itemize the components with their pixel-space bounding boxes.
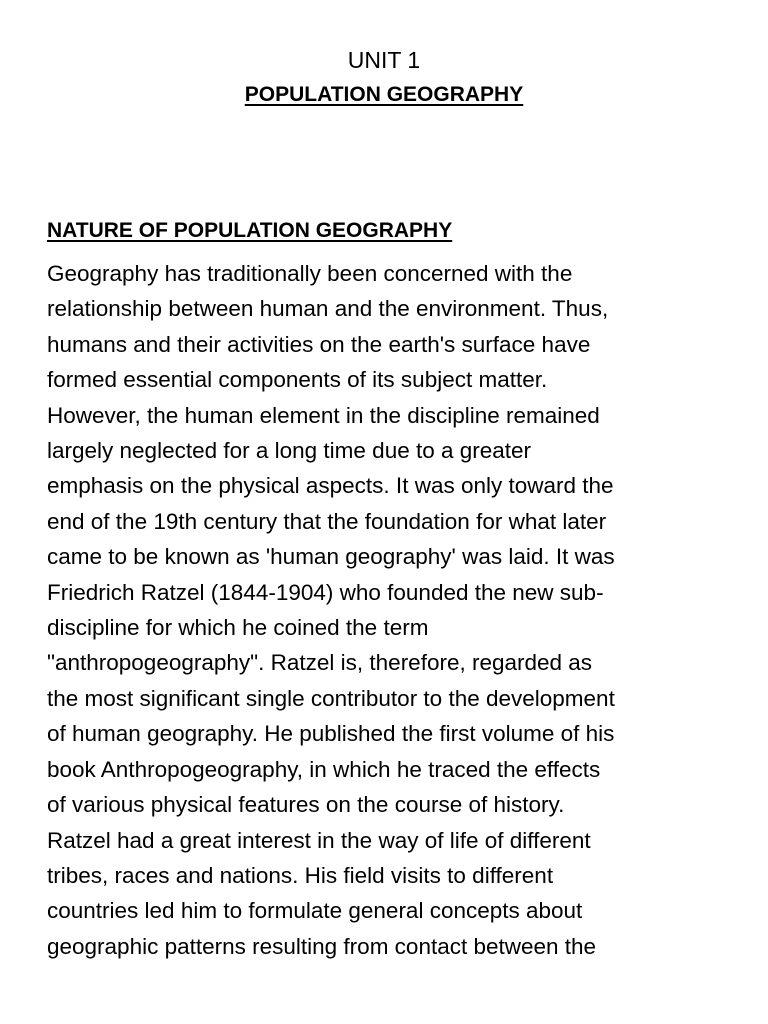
body-line: of human geography. He published the first volume of his [47,721,615,747]
body-line: book Anthropogeography, in which he traced the effects [47,756,601,782]
body-line: formed essential components of its subject matter. [47,367,548,393]
body-line: humans and their activities on the earth's surface have [47,331,591,357]
body-line: largely neglected for a long time due to a greater [47,438,532,464]
body-line: Geography has traditionally been concerned with the [47,261,573,286]
unit-label: UNIT 1 [347,47,421,73]
body-line: end of the 19th century that the foundation for what later [47,508,607,534]
body-line: discipline for which he coined the term [47,615,429,641]
body-line: "anthropogeography". Ratzel is, therefore, regarded as [47,650,593,676]
body-line: tribes, races and nations. His field visits to different [47,862,554,888]
unit-title: POPULATION GEOGRAPHY [244,83,524,106]
body-line: relationship between human and the environment. Thus, [47,296,609,322]
body-line: Friedrich Ratzel (1844-1904) who founded the new sub- [47,579,604,605]
body-line: of various physical features on the course of history. [47,792,565,818]
body-line: countries led him to formulate general concepts about [47,898,583,924]
body-line: Ratzel had a great interest in the way of life of different [47,827,591,853]
body-paragraph [47,256,737,964]
body-line: emphasis on the physical aspects. It was only toward the [47,473,614,499]
body-line: geographic patterns resulting from contact between the [47,933,597,959]
body-line: the most significant single contributor to the development [47,685,615,711]
body-line: However, the human element in the discipline remained [47,402,600,428]
section-heading: NATURE OF POPULATION GEOGRAPHY [47,219,453,242]
body-line: came to be known as 'human geography' was laid. It was [47,544,615,570]
